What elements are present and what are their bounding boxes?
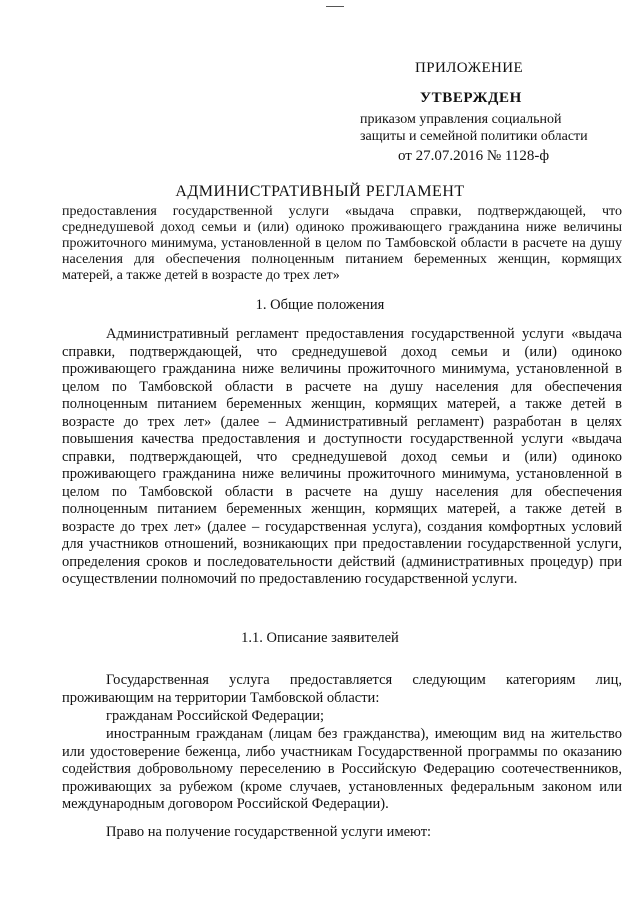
order-block xyxy=(360,111,588,145)
approved-label: УТВЕРЖДЕН xyxy=(420,90,522,106)
section-1-paragraph: Административный регламент предоставления государственной услуги «выдача справки, подтверждающей, что среднедушевой доход семьи и (или) одиноко проживающего гражданина ниже величины прожиточного минимума, установленной в целом по Тамбовской области в расчете на душу населения для обеспечения полноценным питанием беременных женщин, кормящих матерей, а также детей в возрасте до трех лет» (далее – Административный регламент) разработан в целях повышения качества предоставления и доступности государственной услуги «выдача справки, подтверждающей, что среднедушевой доход семьи и (или) одиноко проживающего гражданина ниже величины прожиточного минимума, установленной в целом по Тамбовской области в расчете на душу населения для обеспечения полноценным питанием беременных женщин, кормящих матерей, а также детей в возрасте до трех лет» (далее – государственная услуга), создания комфортных условий для участников отношений, возникающих при предоставлении государственной услуги, определения сроков и последовательности действий (административных процедур) при осуществлении полномочий по предоставлению государственной услуги. xyxy=(62,326,622,587)
applicant-item-foreigners: иностранным гражданам (лицам без гражданства), имеющим вид на жительство или удостоверение беженца, либо участникам Государственной программы по оказанию содействия добровольному переселению в Российскую Федерацию соотечественников, проживающих за рубежом (кроме случаев, установленных федеральным законом или международным договором Российской Федерации). xyxy=(62,726,622,812)
order-line-1: приказом управления социальной xyxy=(360,112,562,127)
order-line-2: защиты и семейной политики области xyxy=(360,129,588,144)
appendix-label: ПРИЛОЖЕНИЕ xyxy=(415,60,524,76)
scan-mark xyxy=(326,6,344,7)
document-subtitle: предоставления государственной услуги «выдача справки, подтверждающей, что среднедушевой доход семьи и (или) одиноко проживающего гражданина ниже величины прожиточного минимума, установленной в целом по Тамбовской области в расчете на душу населения для обеспечения полноценным питанием беременных женщин, кормящих матерей, а также детей в возрасте до трех лет» xyxy=(62,204,622,283)
order-date: от 27.07.2016 № 1128-ф xyxy=(398,148,550,164)
section-1-1-intro: Государственная услуга предоставляется следующим категориям лиц, проживающим на территории Тамбовской области: xyxy=(62,672,622,706)
section-1-1-heading: 1.1. Описание заявителей xyxy=(241,630,399,646)
right-to-service-line: Право на получение государственной услуги имеют: xyxy=(106,824,432,840)
document-title: АДМИНИСТРАТИВНЫЙ РЕГЛАМЕНТ xyxy=(175,183,465,200)
applicant-item-citizens: гражданам Российской Федерации; xyxy=(106,708,325,724)
section-1-heading: 1. Общие положения xyxy=(255,297,385,313)
